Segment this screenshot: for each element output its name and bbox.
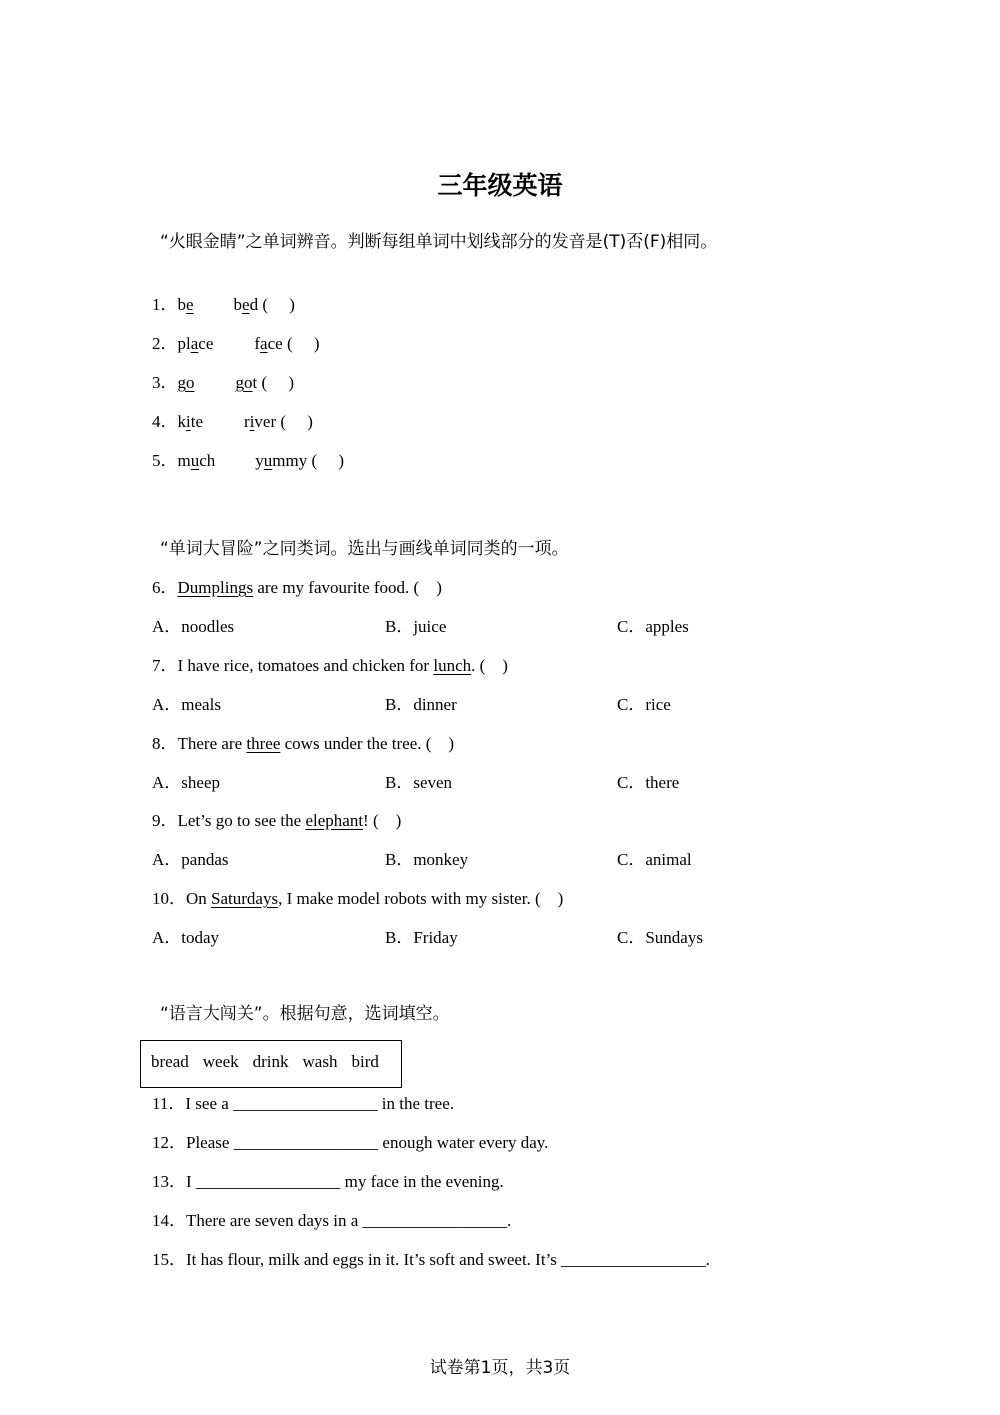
word-bank-item: wash <box>302 1052 338 1071</box>
question-2: 2．place face ( ) <box>152 334 320 353</box>
word-bank-box <box>140 1040 402 1088</box>
question-7-option-b: B．dinner <box>385 695 457 714</box>
question-1: 1．be bed ( ) <box>152 295 295 314</box>
question-9: 9．Let’s go to see the elephant! ( ) <box>152 811 402 830</box>
question-11: 11．I see a _________________ in the tree. <box>152 1094 455 1113</box>
question-5: 5．much yummy ( ) <box>152 451 345 470</box>
question-10-option-c: C．Sundays <box>617 928 703 947</box>
word-bank-item: bird <box>351 1052 379 1071</box>
question-8-option-a: A．sheep <box>152 773 220 792</box>
question-7: 7．I have rice, tomatoes and chicken for lunch. ( ) <box>152 656 508 675</box>
question-4: 4．kite river ( ) <box>152 412 313 431</box>
question-6-option-a: A．noodles <box>152 617 235 636</box>
question-15: 15．It has flour, milk and eggs in it. It’s soft and sweet. It’s _________________. <box>152 1250 710 1269</box>
question-14: 14．There are seven days in a _________________. <box>152 1211 512 1230</box>
question-13: 13．I _________________ my face in the evening. <box>152 1172 504 1191</box>
word-bank-item: bread <box>151 1052 189 1071</box>
question-8-option-b: B．seven <box>385 773 453 792</box>
section2-heading: “单词大冒险”之同类词。选出与画线单词同类的一项。 <box>160 539 569 559</box>
page-title: 三年级英语 <box>437 171 563 200</box>
question-12: 12．Please _________________ enough water every day. <box>152 1133 549 1152</box>
question-10: 10．On Saturdays, I make model robots with my sister. ( ) <box>152 889 564 908</box>
word-bank-item: drink <box>252 1052 289 1071</box>
question-6: 6．Dumplings are my favourite food. ( ) <box>152 578 442 597</box>
question-7-option-c: C．rice <box>617 695 671 714</box>
question-9-option-a: A．pandas <box>152 850 229 869</box>
question-9-option-b: B．monkey <box>385 850 469 869</box>
question-7-option-a: A．meals <box>152 695 221 714</box>
question-8: 8．There are three cows under the tree. ( ) <box>152 734 455 753</box>
question-6-option-c: C．apples <box>617 617 689 636</box>
word-bank-item: week <box>202 1052 239 1071</box>
question-10-option-a: A．today <box>152 928 220 947</box>
page-footer: 试卷第1页，共3页 <box>429 1358 571 1378</box>
question-6-option-b: B．juice <box>385 617 447 636</box>
section1-heading: “火眼金睛”之单词辨音。判断每组单词中划线部分的发音是(T)否(F)相同。 <box>160 232 718 252</box>
question-9-option-c: C．animal <box>617 850 692 869</box>
question-3: 3．go got ( ) <box>152 373 295 392</box>
section3-heading: “语言大闯关”。根据句意，选词填空。 <box>160 1004 450 1024</box>
question-8-option-c: C．there <box>617 773 680 792</box>
question-10-option-b: B．Friday <box>385 928 458 947</box>
